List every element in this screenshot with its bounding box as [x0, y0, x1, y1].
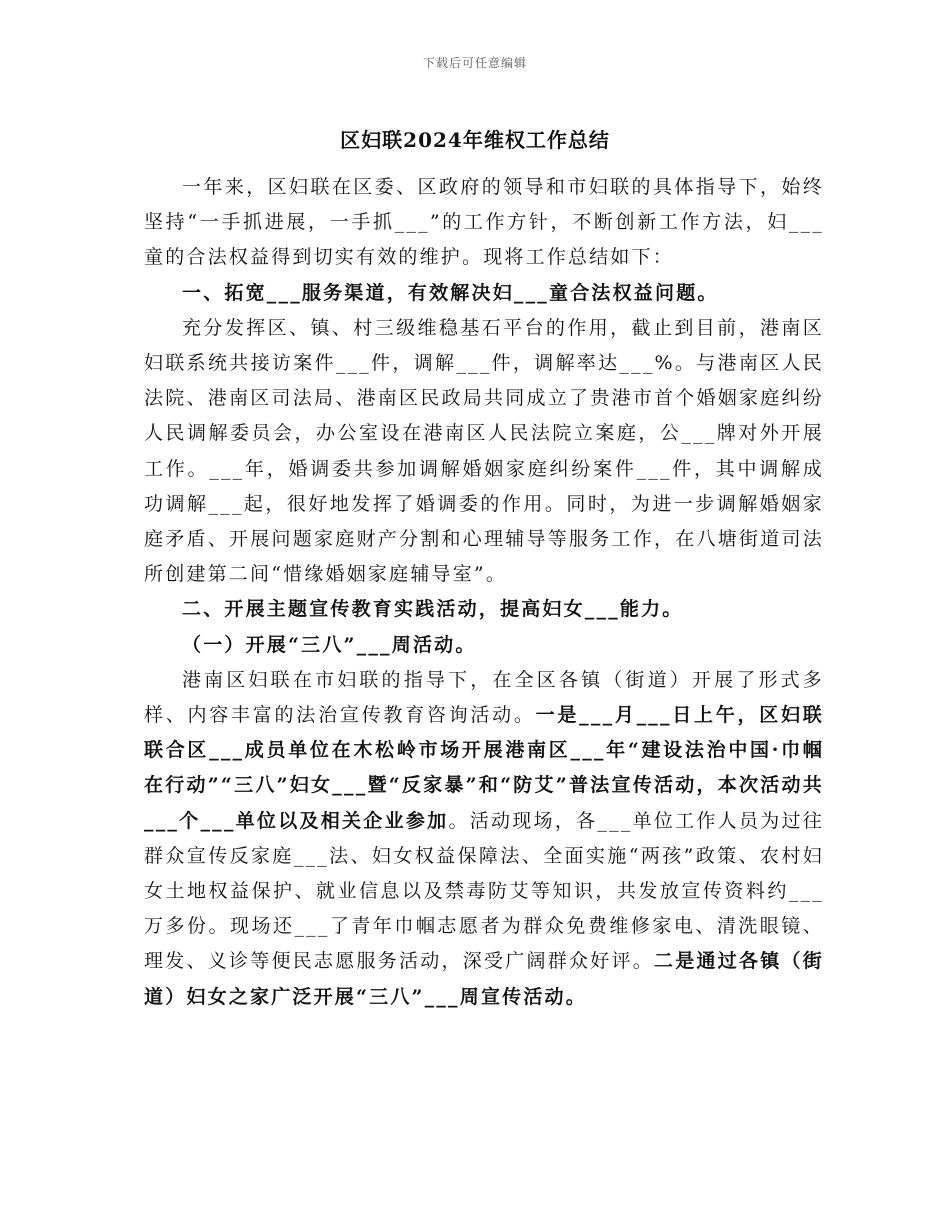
section-heading-1: 一、拓宽___服务渠道，有效解决妇___童合法权益问题。	[182, 281, 719, 304]
paragraph-middle-text: 。活动现场，各___单位工作人员为过往群众宣传反家庭___法、妇女权益保障法、全面实施“两孩”政策、农村妇女土地权益保护、就业信息以及禁毒防艾等知识，共发放宣传资料约___万多份。现场还___了青年巾帼志愿者为群众免费维修家电、清洗眼镜、理发、义诊等便民志愿服务活动，深受广阔群众好评。	[144, 809, 824, 973]
subsection-heading-2-1: （一）开展“三八”___周活动。	[182, 633, 477, 656]
paragraph-lead-text: 港南区妇联在市妇联的指导下，在全区各镇（街道）开展了形式多样、内容丰富的法治宣传教育咨询活动。	[144, 668, 824, 727]
header-note: 下载后可任意编辑	[422, 56, 527, 70]
section-2-1-paragraph	[144, 663, 824, 1015]
intro-paragraph: 一年来，区妇联在区委、区政府的领导和市妇联的具体指导下，始终坚持“一手抓进展，一手抓___”的工作方针，不断创新工作方法，妇___童的合法权益得到切实有效的维护。现将工作总结如下：	[144, 176, 824, 269]
document-body	[144, 170, 824, 1015]
section-heading-2: 二、开展主题宣传教育实践活动，提高妇女___能力。	[182, 598, 684, 621]
document-title: 区妇联2024年维权工作总结	[340, 128, 610, 152]
bold-point-two: 二是通过各镇（街道）妇女之家广泛开展“三八”___周宣传活动。	[144, 950, 824, 1008]
bold-point-one: 一是___月___日上午，区妇联联合区___成员单位在木松岭市场开展港南区___年“建设法治中国·巾帼在行动”“三八”妇女___暨“反家暴”和“防艾”普法宣传活动，本次活动共___个___单位以及相关企业参加	[144, 704, 824, 832]
section-1-paragraph: 充分发挥区、镇、村三级维稳基石平台的作用，截止到目前，港南区妇联系统共接访案件___件，调解___件，调解率达___%。与港南区人民法院、港南区司法局、港南区民政局共同成立了贵港市首个婚姻家庭纠纷人民调解委员会，办公室设在港南区人民法院立案庭，公___牌对外开展工作。___年，婚调委共参加调解婚姻家庭纠纷案件___件，其中调解成功调解___起，很好地发挥了婚调委的作用。同时，为进一步调解婚姻家庭矛盾、开展问题家庭财产分割和心理辅导等服务工作，在八塘街道司法所创建第二间“惜缘婚姻家庭辅导室”。	[144, 316, 824, 586]
